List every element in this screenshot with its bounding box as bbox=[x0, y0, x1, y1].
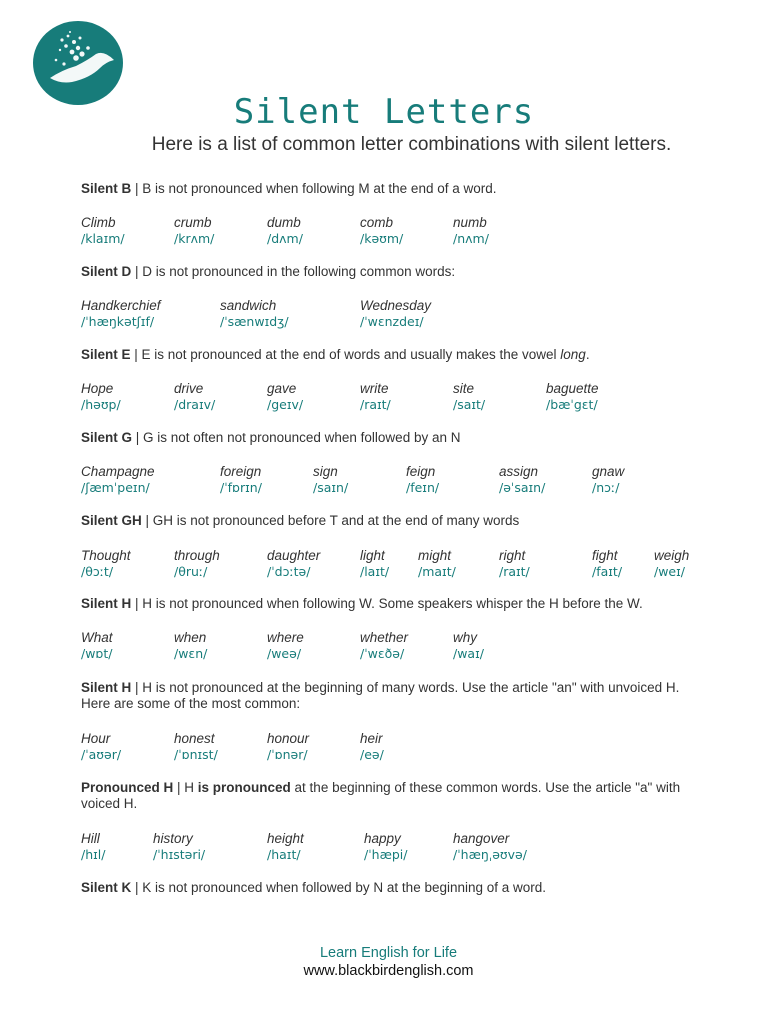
word-entry bbox=[360, 381, 391, 413]
word-entry bbox=[499, 548, 530, 580]
word-ipa: /ˈsænwɪdʒ/ bbox=[220, 314, 289, 329]
word-entry bbox=[360, 215, 403, 247]
word-entry bbox=[360, 731, 384, 763]
word-ipa: /geɪv/ bbox=[267, 397, 304, 412]
word-ipa: /weɪ/ bbox=[654, 564, 685, 579]
word-entry bbox=[267, 381, 303, 413]
word-ipa: /waɪ/ bbox=[453, 646, 484, 661]
word-entry bbox=[174, 548, 220, 580]
word-text: honour bbox=[267, 731, 310, 746]
word-ipa: /ˈɒnɪst/ bbox=[174, 747, 218, 762]
word-text: comb bbox=[360, 215, 394, 230]
word-entry bbox=[267, 548, 320, 580]
word-entry bbox=[81, 548, 131, 580]
word-entry bbox=[592, 548, 622, 580]
word-entry bbox=[153, 831, 205, 863]
word-entry bbox=[220, 298, 289, 330]
word-entry bbox=[267, 630, 304, 662]
word-ipa: /eə/ bbox=[360, 747, 384, 762]
word-entry bbox=[220, 464, 262, 496]
word-text: Wednesday bbox=[360, 298, 432, 313]
section-description-emphasis: long bbox=[560, 347, 586, 362]
section-header bbox=[81, 513, 691, 529]
word-text: fight bbox=[592, 548, 618, 563]
word-entry bbox=[453, 215, 489, 247]
word-text: write bbox=[360, 381, 389, 396]
page-subtitle: Here is a list of common letter combinations with silent letters. bbox=[151, 134, 672, 155]
word-ipa: /bæˈgɛt/ bbox=[546, 397, 598, 412]
section-description: | K is not pronounced when followed by N at the beginning of a word. bbox=[131, 880, 547, 895]
word-ipa: /ˈhɪstəri/ bbox=[153, 847, 206, 862]
section-label: Pronounced H bbox=[81, 780, 174, 795]
word-ipa: /raɪt/ bbox=[360, 397, 391, 412]
word-text: Hour bbox=[81, 731, 111, 746]
section-description-end: . bbox=[585, 347, 590, 362]
word-entry bbox=[81, 464, 155, 496]
word-entry bbox=[592, 464, 624, 496]
word-text: height bbox=[267, 831, 304, 846]
word-ipa: /faɪt/ bbox=[592, 564, 623, 579]
section-header bbox=[81, 181, 691, 197]
section-header bbox=[81, 264, 691, 280]
word-text: Hill bbox=[81, 831, 100, 846]
word-ipa: /weə/ bbox=[267, 646, 302, 661]
word-entry bbox=[81, 215, 125, 247]
section-header bbox=[81, 780, 691, 812]
word-ipa: /saɪn/ bbox=[313, 480, 349, 495]
word-text: daughter bbox=[267, 548, 321, 563]
section-description: | G is not often not pronounced when followed by an N bbox=[132, 430, 461, 445]
section-description: | D is not pronounced in the following common words: bbox=[131, 264, 456, 279]
word-text: happy bbox=[364, 831, 401, 846]
word-ipa: /wɒt/ bbox=[81, 646, 113, 661]
section-description: | E is not pronounced at the end of words and usually makes the vowel bbox=[130, 347, 561, 362]
section-description: | H is not pronounced at the beginning of many words. Use the article "an" with unvoiced H. Here are some of the most common: bbox=[81, 680, 680, 711]
word-entry bbox=[313, 464, 348, 496]
word-ipa: /ˈhæŋˌəʊvə/ bbox=[453, 847, 527, 862]
word-ipa: /wɛn/ bbox=[174, 646, 208, 661]
word-text: feign bbox=[406, 464, 436, 479]
word-text: baguette bbox=[546, 381, 599, 396]
word-entry bbox=[499, 464, 545, 496]
word-ipa: /ˈfɒrɪn/ bbox=[220, 480, 262, 495]
section-label: Silent D bbox=[81, 264, 132, 279]
word-entry bbox=[654, 548, 689, 580]
word-entry bbox=[406, 464, 439, 496]
word-text: weigh bbox=[654, 548, 690, 563]
word-ipa: /krʌm/ bbox=[174, 231, 215, 246]
word-entry bbox=[453, 381, 485, 413]
section-header bbox=[81, 880, 691, 896]
word-ipa: /draɪv/ bbox=[174, 397, 216, 412]
word-ipa: /maɪt/ bbox=[418, 564, 456, 579]
section-description-end: at the beginning of these common words. Use the article "a" with voiced H. bbox=[81, 780, 681, 811]
page-title: Silent Letters bbox=[233, 92, 535, 132]
word-text: drive bbox=[174, 381, 204, 396]
word-entry bbox=[81, 831, 105, 863]
section-label: Silent H bbox=[81, 596, 132, 611]
word-entry bbox=[174, 731, 218, 763]
word-entry bbox=[174, 215, 214, 247]
word-ipa: /ˈhæpi/ bbox=[364, 847, 408, 862]
word-ipa: /hɪl/ bbox=[81, 847, 106, 862]
word-text: why bbox=[453, 630, 478, 645]
word-ipa: /ˈwɛðə/ bbox=[360, 646, 405, 661]
word-ipa: /haɪt/ bbox=[267, 847, 301, 862]
word-text: heir bbox=[360, 731, 383, 746]
word-text: honest bbox=[174, 731, 215, 746]
word-text: hangover bbox=[453, 831, 510, 846]
section-description: | B is not pronounced when following M at the end of a word. bbox=[131, 181, 497, 196]
section-label: Silent E bbox=[81, 347, 131, 362]
word-entry bbox=[81, 298, 161, 330]
section-header bbox=[81, 347, 691, 363]
word-text: assign bbox=[499, 464, 539, 479]
word-ipa: /klaɪm/ bbox=[81, 231, 125, 246]
word-text: Hope bbox=[81, 381, 114, 396]
word-text: foreign bbox=[220, 464, 262, 479]
word-text: Thought bbox=[81, 548, 131, 563]
word-ipa: /həʊp/ bbox=[81, 397, 121, 412]
section-label: Silent GH bbox=[81, 513, 142, 528]
word-ipa: /ˈaʊər/ bbox=[81, 747, 122, 762]
word-ipa: /dʌm/ bbox=[267, 231, 303, 246]
word-entry bbox=[418, 548, 456, 580]
word-ipa: /ʃæmˈpeɪn/ bbox=[81, 480, 150, 495]
word-entry bbox=[546, 381, 599, 413]
word-text: through bbox=[174, 548, 220, 563]
section-header bbox=[81, 596, 691, 612]
word-ipa: /əˈsaɪn/ bbox=[499, 480, 546, 495]
word-ipa: /feɪn/ bbox=[406, 480, 440, 495]
section-label: Silent B bbox=[81, 181, 132, 196]
word-ipa: /θɔːt/ bbox=[81, 564, 114, 579]
word-ipa: /nɔː/ bbox=[592, 480, 620, 495]
word-ipa: /ˈɒnər/ bbox=[267, 747, 308, 762]
section-label: Silent K bbox=[81, 880, 132, 895]
word-ipa: /kəʊm/ bbox=[360, 231, 404, 246]
section-description: | GH is not pronounced before T and at the end of many words bbox=[141, 513, 520, 528]
word-entry bbox=[267, 831, 304, 863]
word-text: gave bbox=[267, 381, 297, 396]
word-text: right bbox=[499, 548, 526, 563]
word-entry bbox=[267, 731, 309, 763]
word-text: Climb bbox=[81, 215, 116, 230]
word-text: history bbox=[153, 831, 193, 846]
section-description: | H is not pronounced when following W. Some speakers whisper the H before the W. bbox=[131, 596, 643, 611]
word-ipa: /laɪt/ bbox=[360, 564, 390, 579]
section-description-emphasis: is pronounced bbox=[197, 780, 291, 795]
word-entry bbox=[360, 630, 408, 662]
word-text: might bbox=[418, 548, 452, 563]
word-entry bbox=[174, 630, 207, 662]
section-header bbox=[81, 430, 691, 446]
word-text: numb bbox=[453, 215, 487, 230]
word-text: light bbox=[360, 548, 385, 563]
section-label: Silent H bbox=[81, 680, 132, 695]
word-entry bbox=[174, 381, 215, 413]
word-entry bbox=[81, 731, 121, 763]
word-text: sign bbox=[313, 464, 338, 479]
word-ipa: /nʌm/ bbox=[453, 231, 489, 246]
word-ipa: /ˈhæŋkətʃɪf/ bbox=[81, 314, 155, 329]
section-header bbox=[81, 680, 691, 712]
word-entry bbox=[360, 548, 389, 580]
word-text: Handkerchief bbox=[81, 298, 161, 313]
word-text: crumb bbox=[174, 215, 212, 230]
word-text: when bbox=[174, 630, 207, 645]
word-text: sandwich bbox=[220, 298, 277, 313]
word-text: Champagne bbox=[81, 464, 155, 479]
word-text: whether bbox=[360, 630, 409, 645]
footer-url[interactable]: www.blackbirdenglish.com bbox=[303, 963, 474, 979]
word-text: where bbox=[267, 630, 304, 645]
footer-tagline: Learn English for Life bbox=[319, 945, 458, 961]
word-entry bbox=[81, 381, 121, 413]
word-text: gnaw bbox=[592, 464, 625, 479]
word-text: site bbox=[453, 381, 475, 396]
word-entry bbox=[360, 298, 431, 330]
word-ipa: /ˈwɛnzdeɪ/ bbox=[360, 314, 424, 329]
word-text: dumb bbox=[267, 215, 301, 230]
word-entry bbox=[364, 831, 407, 863]
word-ipa: /raɪt/ bbox=[499, 564, 530, 579]
word-entry bbox=[453, 630, 484, 662]
word-entry bbox=[453, 831, 527, 863]
word-ipa: /θruː/ bbox=[174, 564, 208, 579]
word-ipa: /ˈdɔːtə/ bbox=[267, 564, 311, 579]
section-label: Silent G bbox=[81, 430, 133, 445]
word-entry bbox=[81, 630, 113, 662]
word-text: What bbox=[81, 630, 113, 645]
word-ipa: /saɪt/ bbox=[453, 397, 486, 412]
word-entry bbox=[267, 215, 303, 247]
section-description: | H bbox=[173, 780, 198, 795]
